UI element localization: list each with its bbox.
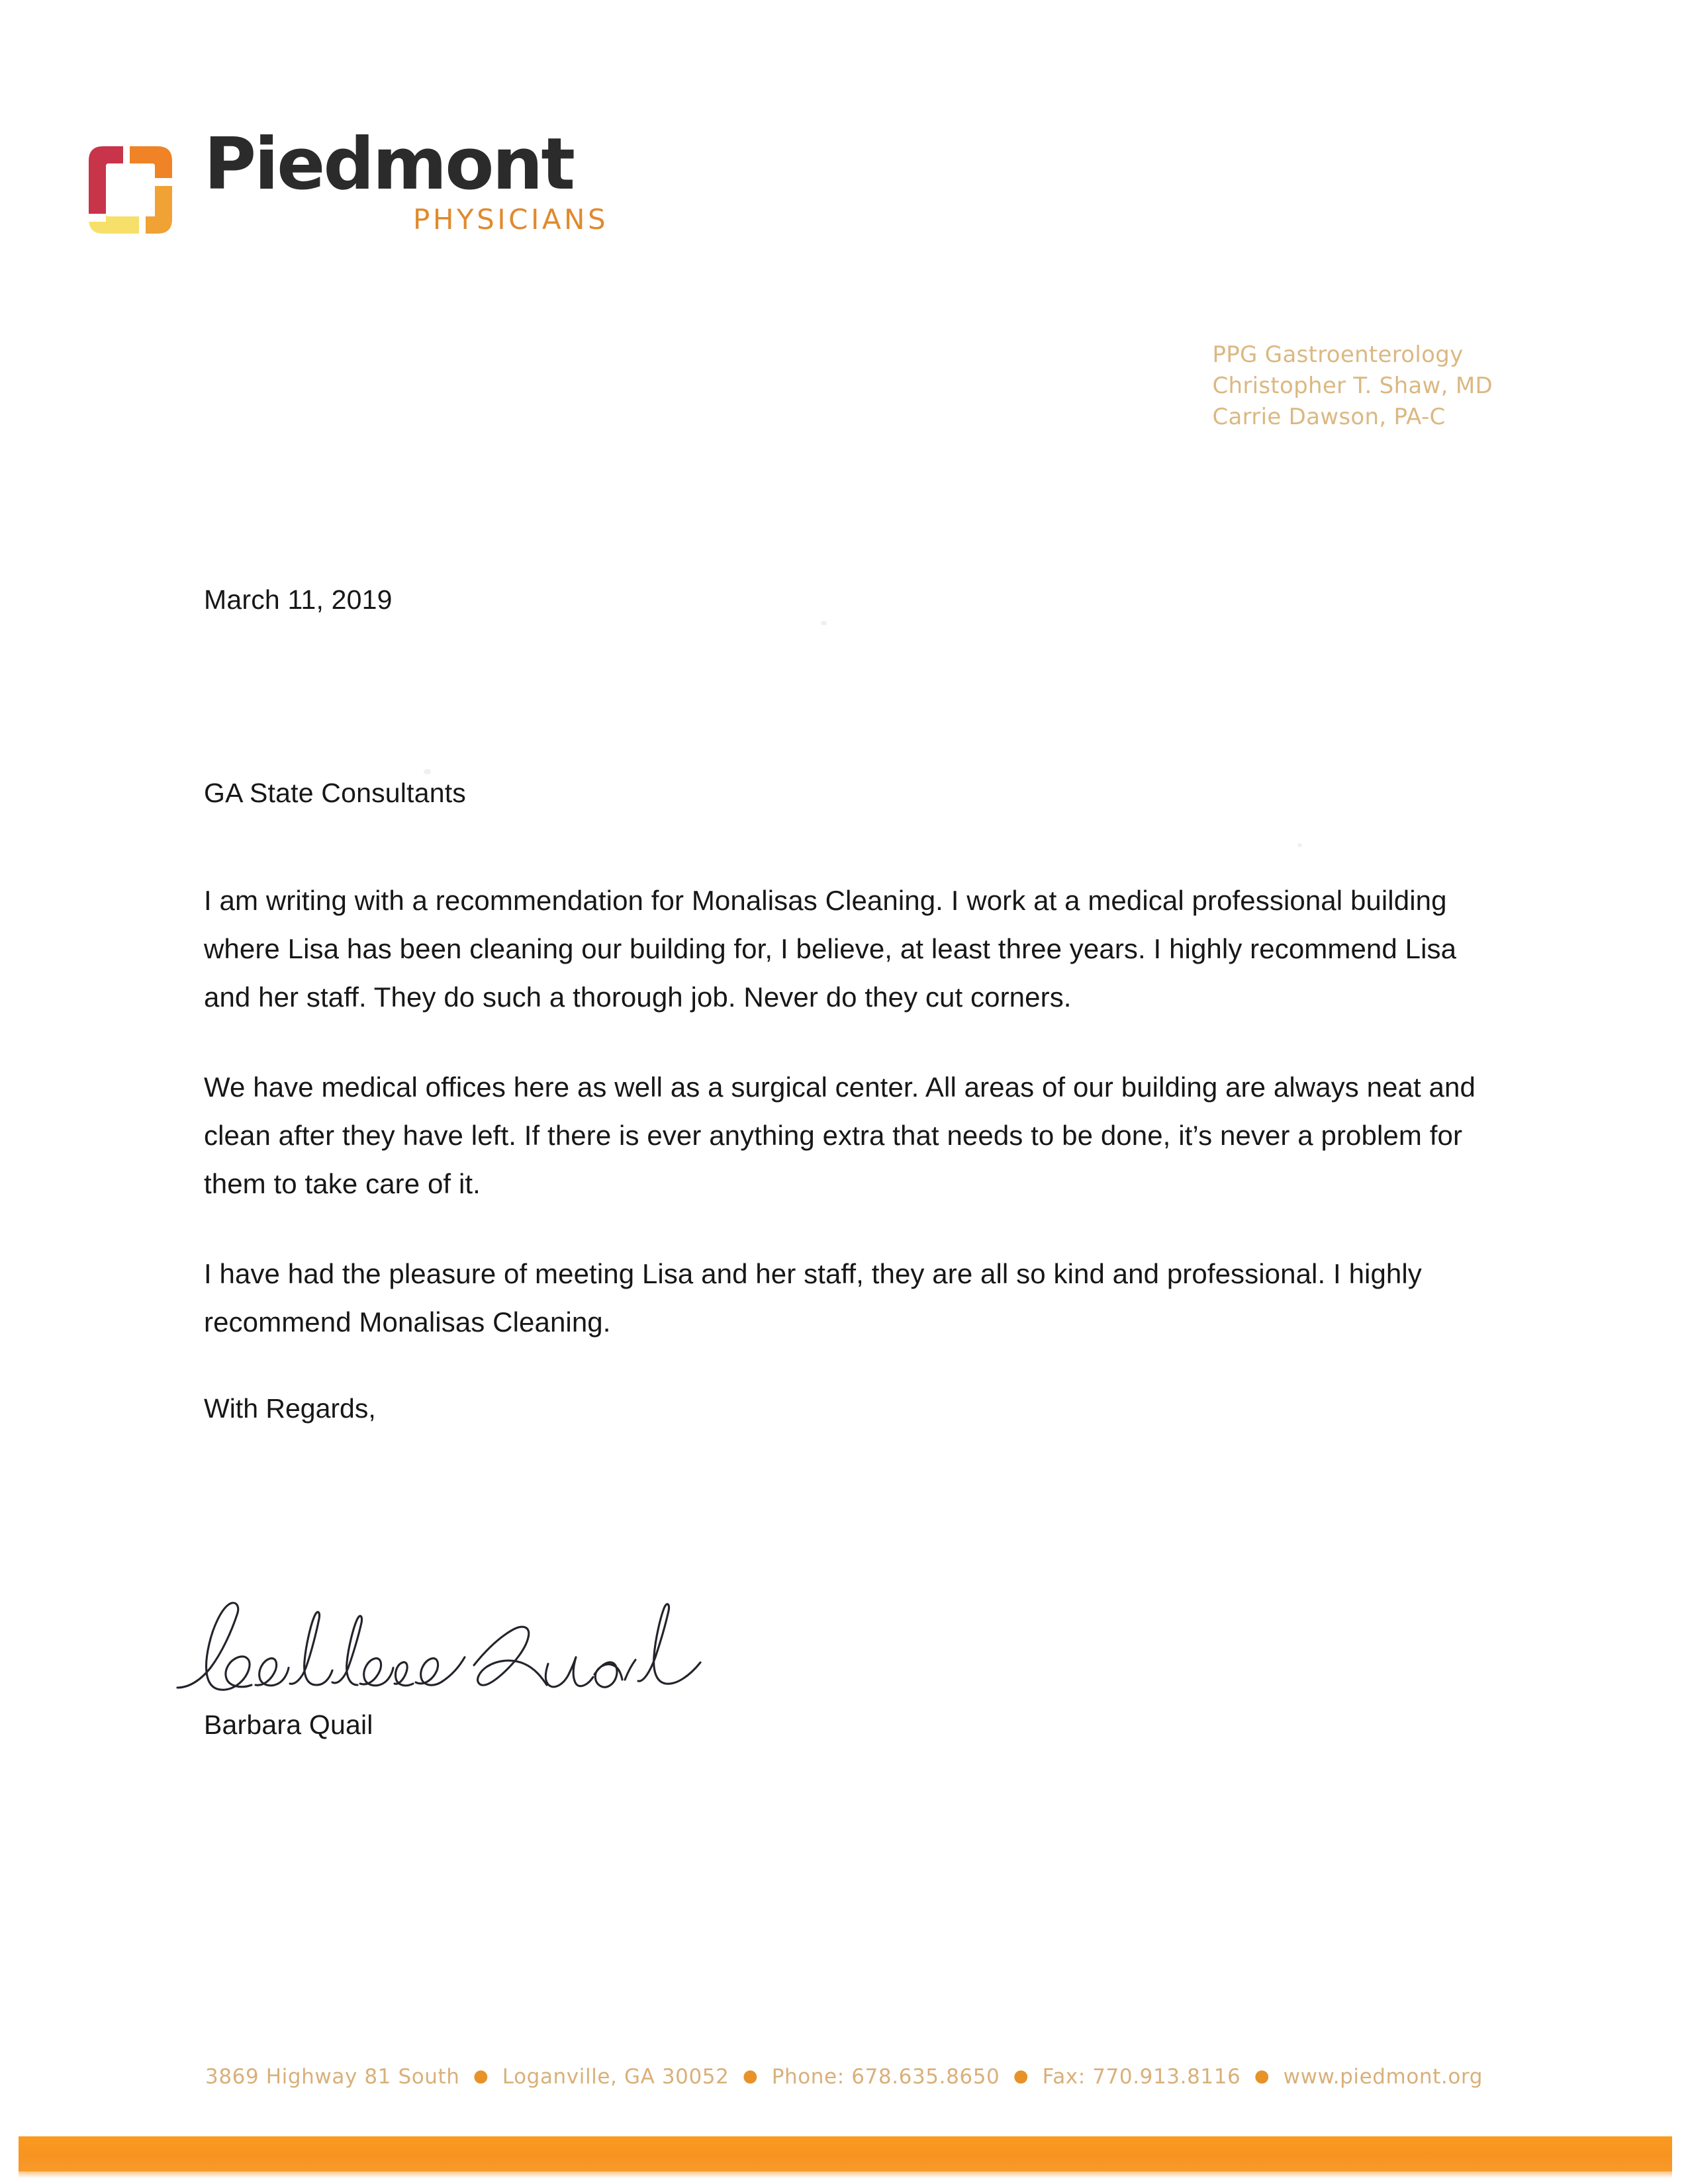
piedmont-square-bracket-logo-icon bbox=[74, 134, 185, 246]
letter-paragraph-2: We have medical offices here as well as a surgical center. All areas of our building are always neat and clean after they have left. If there is ever anything extra that needs to be done, it’s never a problem for them to take care of it. bbox=[204, 1071, 1476, 1199]
footer-accent-bar-shadow bbox=[19, 2171, 1672, 2178]
practice-department: PPG Gastroenterology bbox=[1212, 341, 1464, 368]
scan-speckle bbox=[821, 621, 827, 625]
footer-address: 3869 Highway 81 South bbox=[205, 2065, 460, 2089]
practice-info-block bbox=[1212, 340, 1493, 433]
letter-closing: With Regards, bbox=[204, 1393, 376, 1424]
footer-separator-icon: ● bbox=[473, 2066, 489, 2086]
brand-wordmark: Piedmont bbox=[204, 123, 573, 206]
scan-speckle bbox=[424, 769, 431, 774]
scan-speckle bbox=[1297, 843, 1302, 847]
brand-subtitle: PHYSICIANS bbox=[413, 203, 609, 236]
footer-fax: Fax: 770.913.8116 bbox=[1042, 2065, 1241, 2089]
letter-recipient: GA State Consultants bbox=[204, 778, 467, 808]
letter-body bbox=[204, 582, 1481, 1426]
footer-separator-icon: ● bbox=[1013, 2066, 1029, 2086]
footer-separator-icon: ● bbox=[742, 2066, 759, 2086]
letter-paragraph-3: I have had the pleasure of meeting Lisa and her staff, they are all so kind and professional. I highly recommend Monalisas Cleaning. bbox=[204, 1258, 1422, 1338]
handwritten-signature-icon bbox=[163, 1588, 719, 1721]
practice-physician: Christopher T. Shaw, MD bbox=[1212, 373, 1493, 399]
footer-website: www.piedmont.org bbox=[1283, 2065, 1483, 2089]
footer-accent-bar bbox=[19, 2136, 1672, 2171]
letter-date: March 11, 2019 bbox=[204, 584, 393, 615]
practice-provider: Carrie Dawson, PA-C bbox=[1212, 404, 1446, 430]
footer-phone: Phone: 678.635.8650 bbox=[771, 2065, 1000, 2089]
footer-contact-line bbox=[0, 2065, 1688, 2089]
letterhead bbox=[74, 123, 670, 261]
footer-city-state-zip: Loganville, GA 30052 bbox=[502, 2065, 729, 2089]
letter-paragraph-1: I am writing with a recommendation for Monalisas Cleaning. I work at a medical professional building where Lisa has been cleaning our building for, I believe, at least three years. I highly recommend Lisa and her staff. They do such a thorough job. Never do they cut corners. bbox=[204, 885, 1457, 1013]
signer-name: Barbara Quail bbox=[204, 1709, 373, 1740]
footer-separator-icon: ● bbox=[1254, 2066, 1270, 2086]
